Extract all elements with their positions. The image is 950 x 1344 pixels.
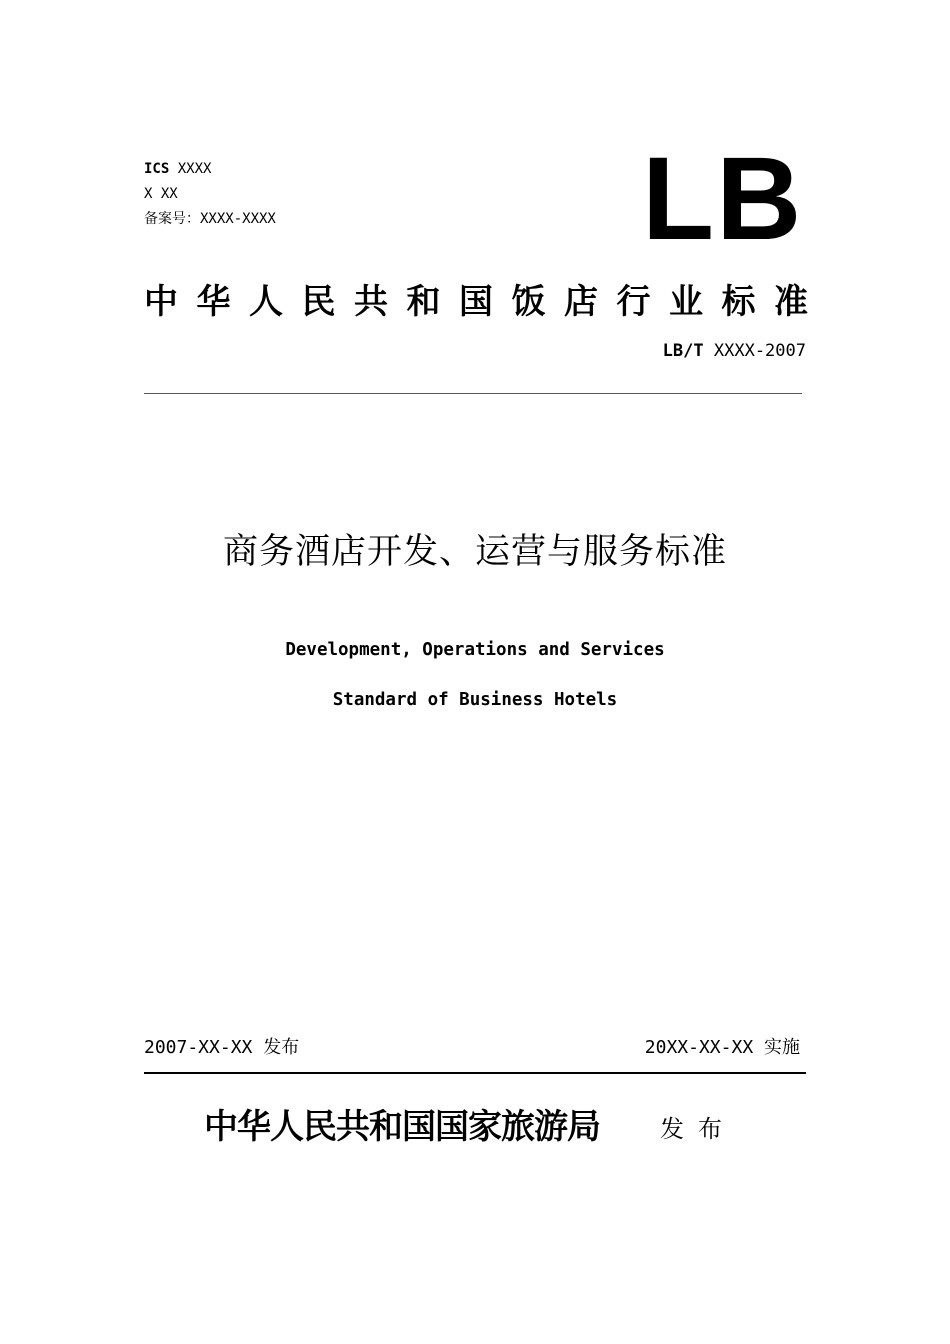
standard-number bbox=[663, 340, 806, 362]
ics-code bbox=[144, 160, 211, 178]
implementation-date: 20XX-XX-XX 实施 bbox=[644, 1037, 800, 1058]
industry-standard-title: 中华人民共和国饭店行业标准 bbox=[144, 282, 827, 322]
document-title-en-line1: Development, Operations and Services bbox=[285, 640, 665, 660]
document-title-cn: 商务酒店开发、运营与服务标准 bbox=[222, 532, 727, 572]
issue-action: 发布 bbox=[660, 1115, 736, 1143]
ics-label: ICS bbox=[144, 161, 170, 177]
record-number: 备案号：XXXX-XXXX bbox=[144, 211, 276, 227]
classification-code: X XX bbox=[144, 186, 178, 202]
document-title-en-line2: Standard of Business Hotels bbox=[332, 690, 618, 710]
ics-value: XXXX bbox=[177, 161, 212, 177]
issue-date: 2007-XX-XX 发布 bbox=[144, 1037, 300, 1058]
top-divider bbox=[144, 393, 802, 394]
issuing-authority: 中华人民共和国国家旅游局 bbox=[204, 1107, 600, 1147]
standard-number-prefix: LB/T bbox=[662, 341, 704, 361]
standard-logo: LB bbox=[642, 133, 804, 265]
bottom-divider bbox=[144, 1072, 806, 1074]
standard-number-value: XXXX-2007 bbox=[713, 341, 806, 361]
